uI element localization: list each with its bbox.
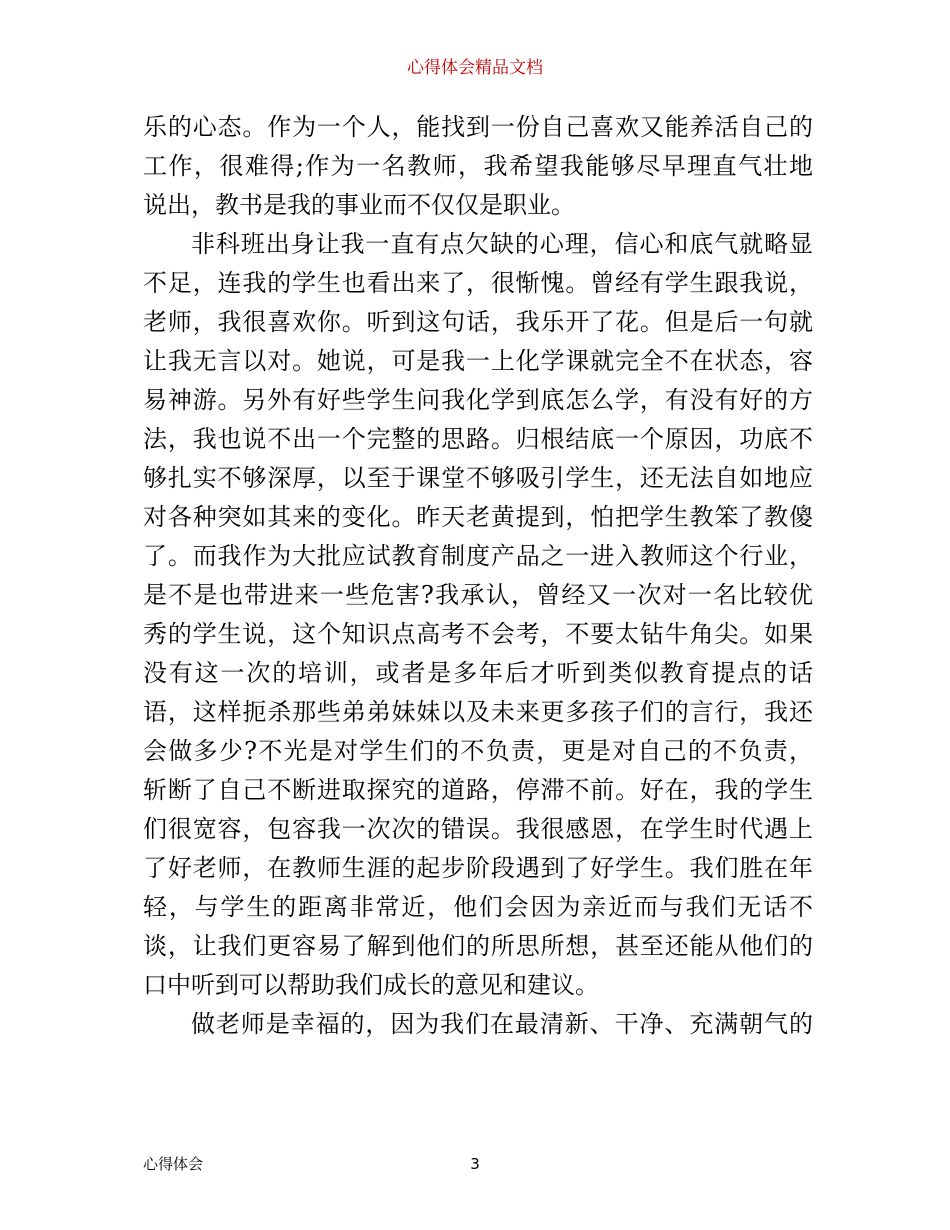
text-line: 没有这一次的培训，或者是多年后才听到类似教育提点的话 (143, 659, 813, 687)
text-line: 工作，很难得;作为一名教师，我希望我能够尽早理直气壮地 (143, 152, 813, 180)
text-line: 会做多少?不光是对学生们的不负责，更是对自己的不负责， (143, 737, 813, 765)
text-line: 做老师是幸福的，因为我们在最清新、干净、充满朝气的 (191, 1010, 813, 1038)
text-line: 了好老师，在教师生涯的起步阶段遇到了好学生。我们胜在年 (143, 854, 813, 882)
text-line: 说出，教书是我的事业而不仅仅是职业。 (143, 191, 575, 219)
text-line: 了。而我作为大批应试教育制度产品之一进入教师这个行业， (143, 542, 813, 570)
document-body (143, 108, 813, 1044)
text-line: 老师，我很喜欢你。听到这句话，我乐开了花。但是后一句就 (143, 308, 813, 336)
text-line: 让我无言以对。她说，可是我一上化学课就完全不在状态，容 (143, 347, 813, 375)
text-line: 是不是也带进来一些危害?我承认，曾经又一次对一名比较优 (143, 581, 813, 609)
text-line: 谈，让我们更容易了解到他们的所思所想，甚至还能从他们的 (143, 932, 813, 960)
text-line: 乐的心态。作为一个人，能找到一份自己喜欢又能养活自己的 (143, 113, 813, 141)
text-line: 口中听到可以帮助我们成长的意见和建议。 (143, 971, 599, 999)
text-line: 对各种突如其来的变化。昨天老黄提到，怕把学生教笨了教傻 (143, 503, 813, 531)
text-line: 不足，连我的学生也看出来了，很惭愧。曾经有学生跟我说， (143, 269, 813, 297)
page-header: 心得体会精品文档 (407, 58, 543, 78)
footer-label: 心得体会 (143, 1155, 204, 1173)
text-line: 语，这样扼杀那些弟弟妹妹以及未来更多孩子们的言行，我还 (143, 698, 813, 726)
page-number: 3 (470, 1155, 480, 1173)
text-line: 斩断了自己不断进取探究的道路，停滞不前。好在，我的学生 (143, 776, 813, 804)
text-line: 轻，与学生的距离非常近，他们会因为亲近而与我们无话不 (143, 893, 813, 921)
text-line: 秀的学生说，这个知识点高考不会考，不要太钻牛角尖。如果 (143, 620, 813, 648)
text-line: 易神游。另外有好些学生问我化学到底怎么学，有没有好的方 (143, 386, 813, 414)
text-line: 法，我也说不出一个完整的思路。归根结底一个原因，功底不 (143, 425, 813, 453)
text-line: 们很宽容，包容我一次次的错误。我很感恩，在学生时代遇上 (143, 815, 813, 843)
text-line: 够扎实不够深厚，以至于课堂不够吸引学生，还无法自如地应 (143, 464, 813, 492)
text-line: 非科班出身让我一直有点欠缺的心理，信心和底气就略显 (191, 230, 813, 258)
